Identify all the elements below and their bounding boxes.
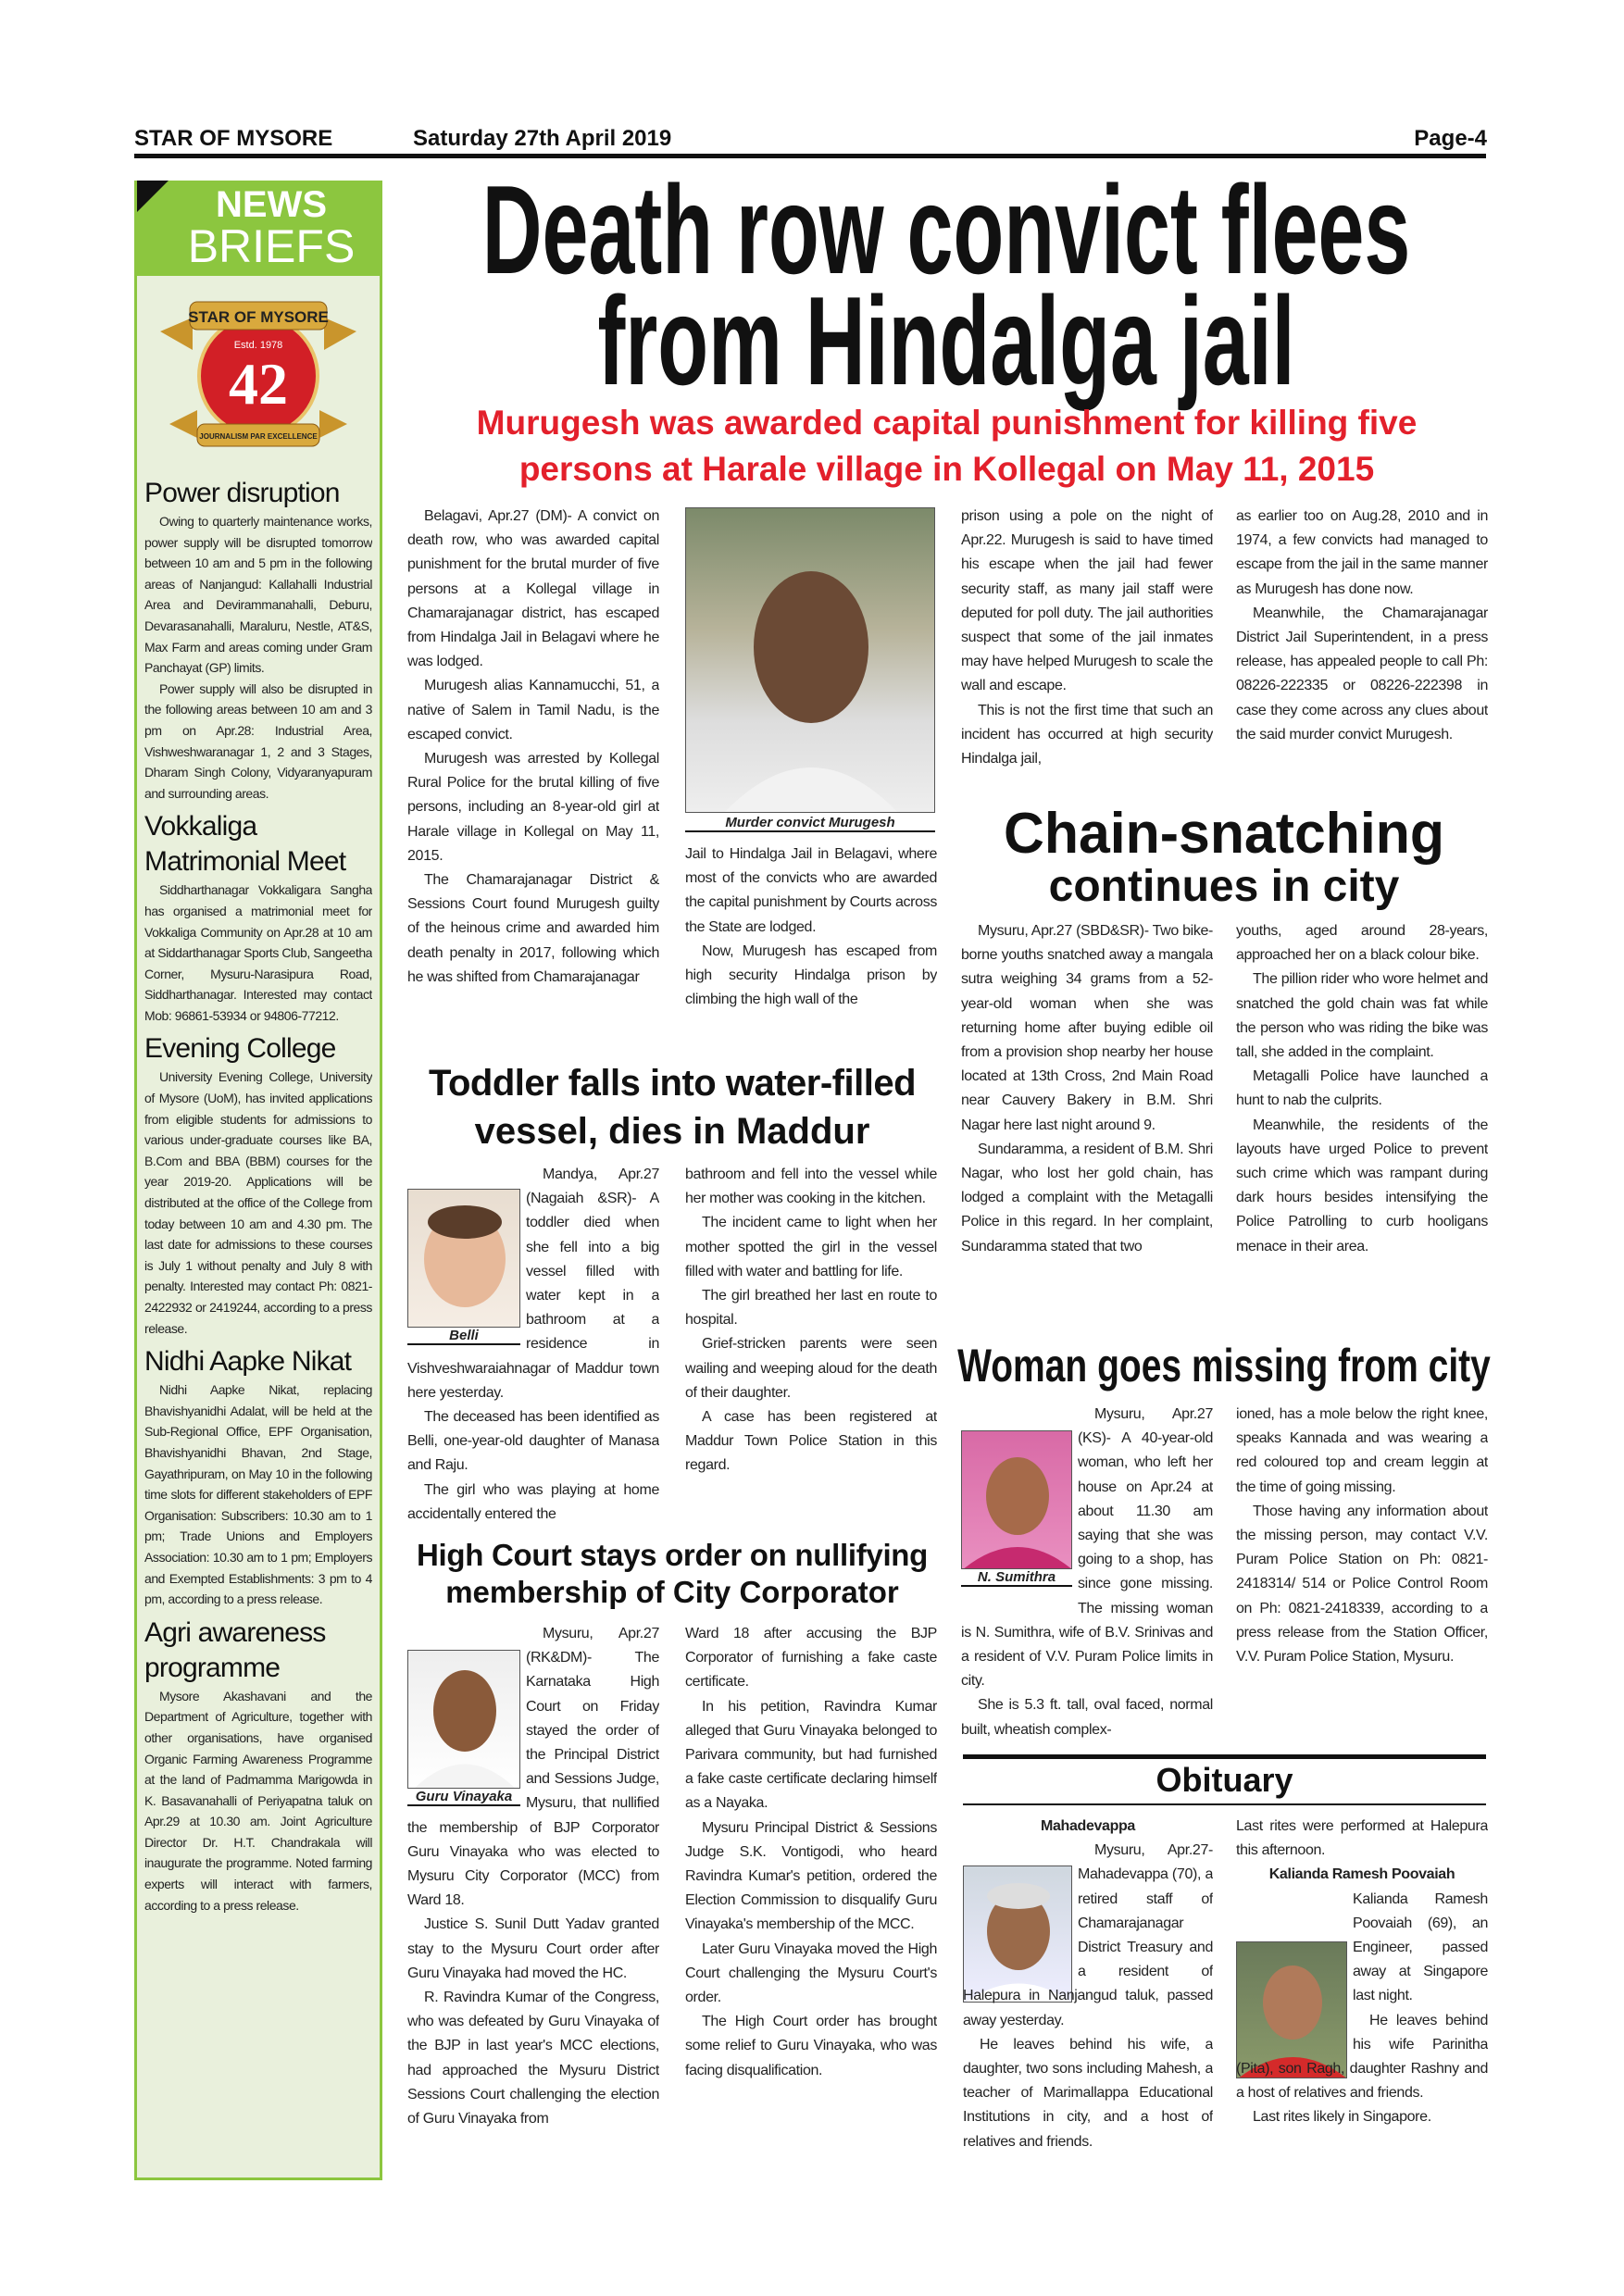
brief-paragraph: Mysore Akashavani and the Department of Agriculture, together with other organisations, have organised Organic Farming Awareness Programme at the land of Padmamma Marigowda in K. Basavanahalli of Periyapatna taluk on Apr.29 at 10.30 am. Joint Agriculture Director Dr. H.T. Chandrakala will inaugurate the programme. Noted farming experts will interact with farmers, according to a press release.: [144, 1688, 372, 1913]
brief-paragraph: Siddharthanagar Vokkaligara Sangha has organised a matrimonial meet for Vokkaliga Community on Apr.28 at 10 am at Siddarthanagar Sports Club, Sangeetha Corner, Mysuru-Narasipura Road, Siddharthanagar. Interested may contact Mob: 96861-53934 or 94806-77212.: [144, 882, 372, 1023]
lead-column-2: [685, 842, 937, 1042]
obituary-paragraph: Mysuru, Apr.27- Mahadevappa (70), a retired staff of Chamarajanagar District Treasury and a resident of Halepura in Nanjangud taluk, passed away yesterday.: [963, 1842, 1213, 2028]
obituary-rule-bottom: [963, 1803, 1486, 1805]
lead-column-3: [961, 505, 1213, 796]
court-headline-line1: High Court stays order on nullifying: [416, 1538, 929, 1572]
header-rule: [134, 154, 1486, 158]
article-paragraph: This is not the first time that such an incident has occurred at high security Hindalga jail,: [961, 702, 1213, 767]
briefs-title-briefs: BRIEFS: [187, 220, 356, 272]
missing-woman-caption: N. Sumithra: [961, 1569, 1072, 1587]
article-paragraph: Mandya, Apr.27 (Nagaiah &SR)- A toddler died when she fell into a big vessel filled with water kept in a bathroom at a residence in Vishveshwaraiahnagar of Maddur town here yesterday.: [407, 1167, 659, 1401]
obituary-column-1: [963, 1815, 1213, 2185]
lead-headline-line1: Death row convict flees: [481, 159, 1411, 300]
article-paragraph: The High Court order has brought some relief to Guru Vinayaka, who was facing disqualification.: [685, 2014, 937, 2078]
chain-headline-line2: continues in city: [1048, 862, 1400, 911]
obituary-paragraph: Last rites were performed at Halepura this afternoon.: [1236, 1818, 1488, 1859]
svg-text:Estd. 1978: Estd. 1978: [233, 340, 283, 351]
article-paragraph: prison using a pole on the night of Apr.22. Murugesh is said to have timed his escape when the jail had fewer security staff, as many jail staff were deputed for poll duty. The jail authorities suspect that some of the jail inmates may have helped Murugesh to scale the wall and escape.: [961, 508, 1213, 694]
toddler-headline-line1: Toddler falls into water-filled: [428, 1063, 917, 1104]
brief-heading: Nidhi Aapke Nikat: [144, 1346, 352, 1378]
briefs-title-news: NEWS: [216, 184, 327, 225]
article-paragraph: The incident came to light when her mother spotted the girl in the vessel filled with water and battling for life.: [685, 1215, 937, 1279]
article-paragraph: Jail to Hindalga Jail in Belagavi, where most of the convicts who are awarded the capital punishment by Courts across the State are lodged.: [685, 846, 937, 935]
brief-heading: Vokkaliga Matrimonial Meet: [144, 811, 346, 878]
brief-paragraph: University Evening College, University of Mysore (UoM), has invited applications from eligible students for admissions to various under-graduate courses like BA, B.Com and BBA (BBM) courses for the year 2019-20. Applications will be distributed at the office of the College from today between 10 am and 4.30 pm. The last date for admissions to these courses is July 1 without penalty and July 8 with penalty. Interested may contact Ph: 0821-2422932 or 2419244, according to a press release.: [144, 1069, 372, 1336]
chain-headline-line1: Chain-snatching: [1004, 802, 1444, 866]
article-paragraph: Meanwhile, the residents of the layouts have urged Police to prevent such crime which was rampant during dark hours besides intensifying the Police Patrolling to curb hooligans menace in their area.: [1236, 1117, 1488, 1254]
article-paragraph: In his petition, Ravindra Kumar alleged that Guru Vinayaka belonged to Parivara community, but had furnished a fake caste certificate declaring himself as a Nayaka.: [685, 1698, 937, 1812]
article-paragraph: The deceased has been identified as Belli, one-year-old daughter of Manasa and Raju.: [407, 1409, 659, 1474]
article-paragraph: The pillion rider who wore helmet and snatched the gold chain was fat while the person who was riding the bike was tall, she added in the complaint.: [1236, 971, 1488, 1061]
article-paragraph: Grief-stricken parents were seen wailing and weeping aloud for the death of their daughter.: [685, 1336, 937, 1401]
article-paragraph: as earlier too on Aug.28, 2010 and in 1974, a few convicts had managed to escape from the jail in the same manner as Murugesh has done now.: [1236, 508, 1488, 597]
article-paragraph: bathroom and fell into the vessel while her mother was cooking in the kitchen.: [685, 1167, 937, 1207]
photo-spacer: [407, 1163, 526, 1355]
article-paragraph: Mysuru, Apr.27 (RK&DM)- The Karnataka High Court on Friday stayed the order of the Principal District and Sessions Judge, Mysuru, that nullified the membership of BJP Corporator Guru Vinayaka who was elected to Mysuru City Corporator (MCC) from Ward 18.: [407, 1626, 659, 1909]
brief-heading: Power disruption: [144, 478, 340, 508]
article-paragraph: Ward 18 after accusing the BJP Corporator of furnishing a fake caste certificate.: [685, 1626, 937, 1691]
obituary-paragraph: He leaves behind his wife Parinitha (Pita), son Ragh, daughter Rashny and a host of relatives and friends.: [1236, 2012, 1488, 2102]
brief-paragraph: Nidhi Aapke Nikat, replacing Bhavishyanidhi Adalat, will be held at the Sub-Regional Office, EPF Organisation, Bhavishyanidhi Bhavan, 2nd Stage, Gayathripuram, on May 10 in the following time slots for different stakeholders of EPF Organisation: Subscribers: 10.30 am to 1 pm; Trade Unions and Employers Association: 10.30 am to 1 pm; Employers and Exempted Establishments: 3 pm to 4 pm, according to a press release.: [144, 1382, 372, 1607]
brief-heading: Evening College: [144, 1033, 336, 1065]
article-paragraph: The girl who was playing at home accidentally entered the: [407, 1481, 659, 1522]
paper-name: STAR OF MYSORE: [134, 126, 333, 151]
obituary-name: Kalianda Ramesh Poovaiah: [1268, 1866, 1455, 1883]
obituary-column-2: [1236, 1815, 1488, 2185]
photo-spacer: [1236, 1915, 1353, 2056]
article-paragraph: Metagalli Police have launched a hunt to nab the culprits.: [1236, 1068, 1488, 1109]
toddler-headline-line2: vessel, dies in Maddur: [474, 1111, 870, 1152]
obituary-name: Mahadevappa: [1041, 1818, 1135, 1834]
news-briefs-sidebar: [134, 181, 382, 2180]
lead-column-4: [1236, 505, 1488, 796]
photo-spacer: [961, 1403, 1078, 1597]
chain-column-1: [961, 919, 1213, 1332]
article-paragraph: Murugesh was arrested by Kollegal Rural Police for the brutal killing of five persons, including an 8-year-old girl at Harale village in Kollegal on May 11, 2015.: [407, 751, 659, 864]
anniversary-logo: [151, 285, 366, 461]
article-paragraph: Those having any information about the missing person, may contact V.V. Puram Police Station on Ph: 0821-2418314/ 514 or Police Control Room on Ph: 0821-2418339, according to a press release from the Station Officer, V.V. Puram Police Station, Mysuru.: [1236, 1503, 1488, 1666]
news-briefs-banner: [137, 183, 380, 276]
article-paragraph: ioned, has a mole below the right knee, speaks Kannada and was wearing a red coloured top and cream leggin at the time of going missing.: [1236, 1406, 1488, 1495]
lead-subhead-line2: persons at Harale village in Kollegal on May 11, 2015: [518, 450, 1375, 488]
lead-headline-line2: from Hindalga jail: [597, 270, 1295, 411]
article-paragraph: R. Ravindra Kumar of the Congress, who was defeated by Guru Vinayaka of the BJP in last year's MCC elections, had approached the Mysuru District Sessions Court challenging the election of Guru Vinayaka from: [407, 1990, 659, 2128]
lead-column-1: [407, 505, 659, 1042]
brief-paragraph: Owing to quarterly maintenance works, power supply will be disrupted tomorrow between 10 am and 5 pm in the following areas of Nanjangud: Kallahalli Industrial Area and Devirammanahalli, Deburu, Devarasanahalli, Maraluru, Nestle, AT&S, Max Farm and areas coming under Gram Panchayat (GP) limits.: [144, 514, 372, 676]
convict-photo: [685, 507, 935, 813]
svg-text:JOURNALISM PAR EXCELLENCE: JOURNALISM PAR EXCELLENCE: [199, 432, 318, 441]
obituary-paragraph: He leaves behind his wife, a daughter, two sons including Mahesh, a teacher of Marimallappa Educational Institutions in city, and a host of relatives and friends.: [963, 2036, 1213, 2150]
toddler-photo-caption: Belli: [407, 1328, 520, 1345]
missing-headline: Woman goes missing from city: [957, 1340, 1491, 1391]
article-paragraph: She is 5.3 ft. tall, oval faced, normal built, wheatish complex-: [961, 1697, 1213, 1738]
issue-date: Saturday 27th April 2019: [413, 126, 672, 151]
toddler-column-2: [685, 1163, 937, 1526]
article-paragraph: Murugesh alias Kannamucchi, 51, a native of Salem in Tamil Nadu, is the escaped convict.: [407, 678, 659, 742]
court-headline-line2: membership of City Corporator: [445, 1575, 899, 1609]
missing-column-2: [1236, 1403, 1488, 1750]
brief-paragraph: Power supply will also be disrupted in the following areas between 10 am and 3 pm on Apr.28: Industrial Area, Vishweshwaranagar 1, 2 and 3 Stages, Dharam Singh Colony, Vidyaranyapuram and surrounding areas.: [144, 680, 372, 801]
obituary-paragraph: Last rites likely in Singapore.: [1253, 2109, 1431, 2126]
court-column-2: [685, 1622, 937, 2182]
article-paragraph: youths, aged around 28-years, approached her on a black colour bike.: [1236, 923, 1488, 964]
missing-column-1: [961, 1403, 1213, 1750]
article-paragraph: Justice S. Sunil Dutt Yadav granted stay to the Mysuru Court order after Guru Vinayaka had moved the HC.: [407, 1916, 659, 1981]
photo-spacer: [407, 1622, 526, 1815]
obituary-paragraph: Kalianda Ramesh Poovaiah (69), an Engineer, passed away at Singapore last night.: [1353, 1890, 1488, 2004]
brief-heading: Agri awareness programme: [144, 1616, 326, 1683]
photo-spacer: [963, 1842, 1078, 1983]
article-paragraph: Meanwhile, the Chamarajanagar District Jail Superintendent, in a press release, has appealed people to call Ph: 08226-222335 or 08226-222398 in case they come across any clues about the said murder convict Murugesh.: [1236, 605, 1488, 742]
article-paragraph: A case has been registered at Maddur Town Police Station in this regard.: [685, 1409, 937, 1474]
obituary-heading: Obituary: [1156, 1761, 1293, 1799]
chain-column-2: [1236, 919, 1488, 1332]
briefs-list: [144, 470, 372, 2174]
article-paragraph: The Chamarajanagar District & Sessions Court found Murugesh guilty of the heinous crime and awarded him death penalty in 2017, following which he was shifted from Chamarajanagar: [407, 872, 659, 985]
article-paragraph: Now, Murugesh has escaped from high security Hindalga prison by climbing the high wall of the: [685, 942, 937, 1008]
svg-text:42: 42: [229, 351, 288, 417]
svg-text:STAR OF MYSORE: STAR OF MYSORE: [188, 308, 329, 326]
article-paragraph: The girl breathed her last en route to hospital.: [685, 1288, 937, 1329]
toddler-column-1: [407, 1163, 659, 1526]
article-paragraph: Mysuru Principal District & Sessions Judge S.K. Vontigodi, who heard Ravindra Kumar's petition, ordered the Election Commission to disqualify Guru Vinayaka's membership of the MCC.: [685, 1819, 937, 1933]
lead-subhead-line1: Murugesh was awarded capital punishment for killing five: [476, 404, 1418, 442]
article-paragraph: Mysuru, Apr.27 (SBD&SR)- Two bike-borne youths snatched away a mangala sutra weighing 34 grams from a 52-year-old woman when she was returning home after buying edible oil from a provision shop nearby her house located at 13th Cross, 2nd Main Road near Cauvery Bakery in B.M. Shri Nagar here last night around 9.: [961, 923, 1213, 1133]
article-paragraph: Mysuru, Apr.27 (KS)- A 40-year-old woman, who left her house on Apr.24 at about 11.30 am saying that she was going to a shop, has since gone missing. The missing woman is N. Sumithra, wife of B.V. Srinivas and a resident of V.V. Puram Police limits in city.: [961, 1406, 1213, 1690]
article-paragraph: Sundaramma, a resident of B.M. Shri Nagar, who lost her gold chain, has lodged a complaint with the Metagalli Police in this regard. In her complaint, Sundaramma stated that two: [961, 1141, 1213, 1254]
convict-photo-caption: Murder convict Murugesh: [685, 815, 935, 832]
court-column-1: [407, 1622, 659, 2182]
corporator-photo-caption: Guru Vinayaka: [407, 1789, 520, 1806]
corner-tab-icon: [137, 181, 169, 212]
page-number: Page-4: [1414, 126, 1487, 151]
article-paragraph: Belagavi, Apr.27 (DM)- A convict on death row, who was awarded capital punishment for the brutal murder of five persons at a Kollegal village in Chamarajanagar district, has escaped from Hindalga Jail in Belagavi where he was lodged.: [407, 508, 659, 670]
article-paragraph: Later Guru Vinayaka moved the High Court challenging the Mysuru Court's order.: [685, 1940, 937, 2006]
